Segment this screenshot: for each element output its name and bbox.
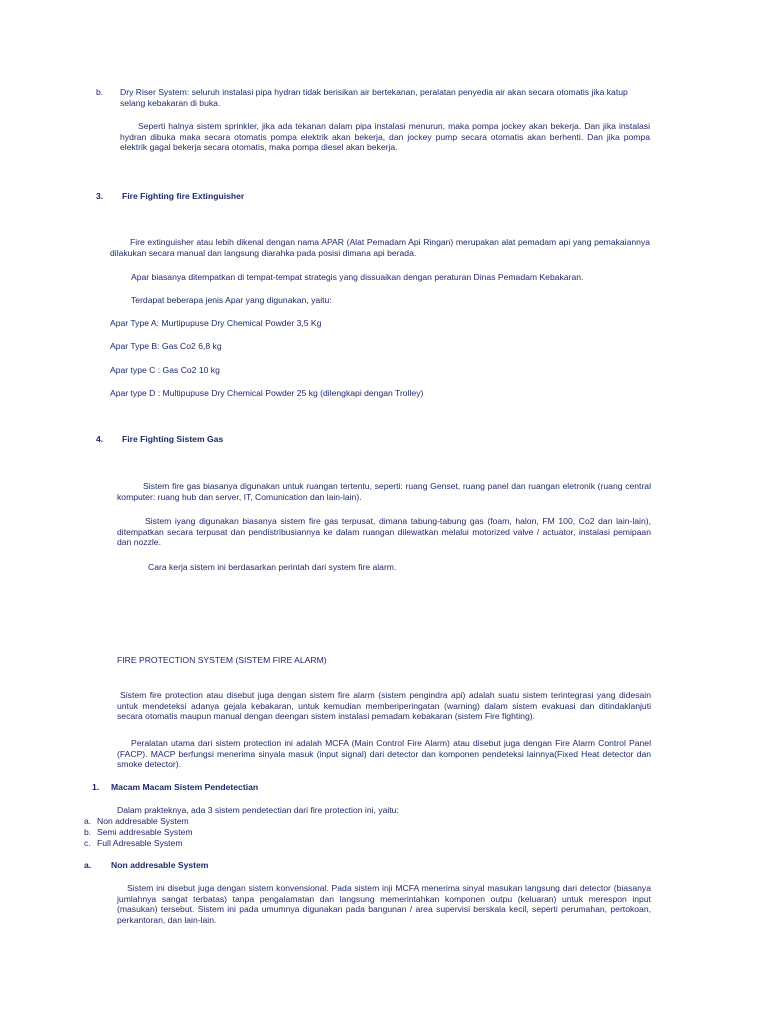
apar-type-a: Apar Type A: Murtipupuse Dry Chemical Powder 3,5 Kg [110, 318, 322, 328]
list-item: Full Adresable System [97, 838, 183, 848]
section-3-number: 3. [96, 191, 104, 201]
fire-protection-heading: FIRE PROTECTION SYSTEM (SISTEM FIRE ALARM) [117, 655, 327, 665]
section-a-title: Non addresable System [111, 860, 209, 870]
section-macam-number: 1. [92, 782, 100, 792]
section-macam-title: Macam Macam Sistem Pendetectian [111, 782, 259, 792]
dry-riser-paragraph: Seperti halnya sistem sprinkler, jika ada tekanan dalam pipa instalasi menurun, maka pompa jockey akan bekerja. Dan jika instalasi hydran dibuka maka secara otomatis pompa elektrik akan bekerja, dan jockey pump secara otomatis akan berhenti. Dan jika pompa elektrik gagal bekerja secara otomatis, maka pompa diesel akan bekerja. [120, 121, 650, 153]
fire-protection-paragraph-2: Peralatan utama dari sistem protection ini adalah MCFA (Main Control Fire Alarm) atau disebut juga dengan Fire Alarm Control Panel (FACP). MACP berfungsi menerima sinyala masuk (input signal) dari detector dan komponen pendeteksi lainnya(Fixed Heat detector dan smoke detector). [117, 738, 651, 770]
apar-type-c: Apar type C : Gas Co2 10 kg [110, 365, 220, 375]
dry-riser-text: Dry Riser System: seluruh instalasi pipa hydran tidak berisikan air bertekanan, peralatan penyedia air akan secara otomatis jika katup selang kebakaran di buka. [120, 87, 628, 108]
section-4-paragraph-1: Sistem fire gas biasanya digunakan untuk ruangan tertentu, seperti: ruang Genset, ruang panel dan ruangan eletronik (ruang central komputer: ruang hub dan server, IT, Comunication dan lain-lain). [117, 481, 651, 502]
section-macam-intro: Dalam prakteknya, ada 3 sistem pendetectian dari fire protection ini, yaitu: [117, 805, 399, 815]
apar-type-d: Apar type D : Multipupuse Dry Chemical Powder 25 kg (dilengkapi dengan Trolley) [110, 388, 424, 398]
section-a-paragraph: Sistem ini disebut juga dengan sistem konvensional. Pada sistem inji MCFA menerima sinyal masukan langsung dari detector (biasanya jumlahnya sangat terbatas) tanpa pengalamatan dan langsung memerintahkan komponen outpu (keluaran) untuk merespon input (masukan) tersebut. Sistem ini pada umumnya digunakan pada bangunan / area supervisi berskala kecil, seperti perumahan, pertokoan, perkantoran, dan lain-lain. [117, 883, 651, 925]
section-3-paragraph-3: Terdapat beberapa jenis Apar yang digunakan, yaitu: [131, 295, 332, 305]
list-item: Non addresable System [97, 816, 189, 826]
section-3-title: Fire Fighting fire Extinguisher [122, 191, 245, 201]
list-marker: b. [84, 827, 92, 837]
section-4-number: 4. [96, 434, 104, 444]
list-marker: c. [84, 838, 91, 848]
section-4-paragraph-3: Cara kerja sistem ini berdasarkan perintah dari system fire alarm. [148, 562, 397, 572]
list-item: Semi addresable System [97, 827, 193, 837]
list-marker-b: b. [96, 87, 104, 97]
section-4-paragraph-2: Sistem iyang digunakan biasanya sistem fire gas terpusat, dimana tabung-tabung gas (foam, halon, FM 100, Co2 dan lain-lain), ditempatkan secara terpusat dan pendistribusiannya ke dalam ruangan dilewatkan melalui motorized valve / actuator, instalasi pemipaan dan nozzle. [117, 516, 651, 548]
section-3-paragraph-2: Apar biasanya ditempatkan di tempat-tempat strategis yang dissuaikan dengan peraturan Dinas Pemadam Kebakaran. [131, 272, 584, 282]
section-3-paragraph-1: Fire extinguisher atau lebih dikenal dengan nama APAR (Alat Pemadam Api Ringan) merupakan alat pemadam api yang pemakaiannya dilakukan secara manual dan langsung diarahka pada posisi dimana api berada. [110, 237, 650, 258]
list-marker: a. [84, 816, 92, 826]
section-a-marker: a. [84, 860, 92, 870]
section-4-title: Fire Fighting Sistem Gas [122, 434, 224, 444]
fire-protection-paragraph-1: Sistem fire protection atau disebut juga dengan sistem fire alarm (sistem pengindra api) adalah suatu sistem terintegrasi yang didesain untuk mendeteksi adanya gejala kebakaran, untuk kemudian memberiperingatan (warning) dalam sistem evakuasi dan ditindaklanjuti secara otomatis maupun manual dengan deengan sistem instalasi pemadam kebakaran (sistem Fire fighting). [117, 690, 651, 722]
apar-type-b: Apar Type B: Gas Co2 6,8 kg [110, 341, 222, 351]
